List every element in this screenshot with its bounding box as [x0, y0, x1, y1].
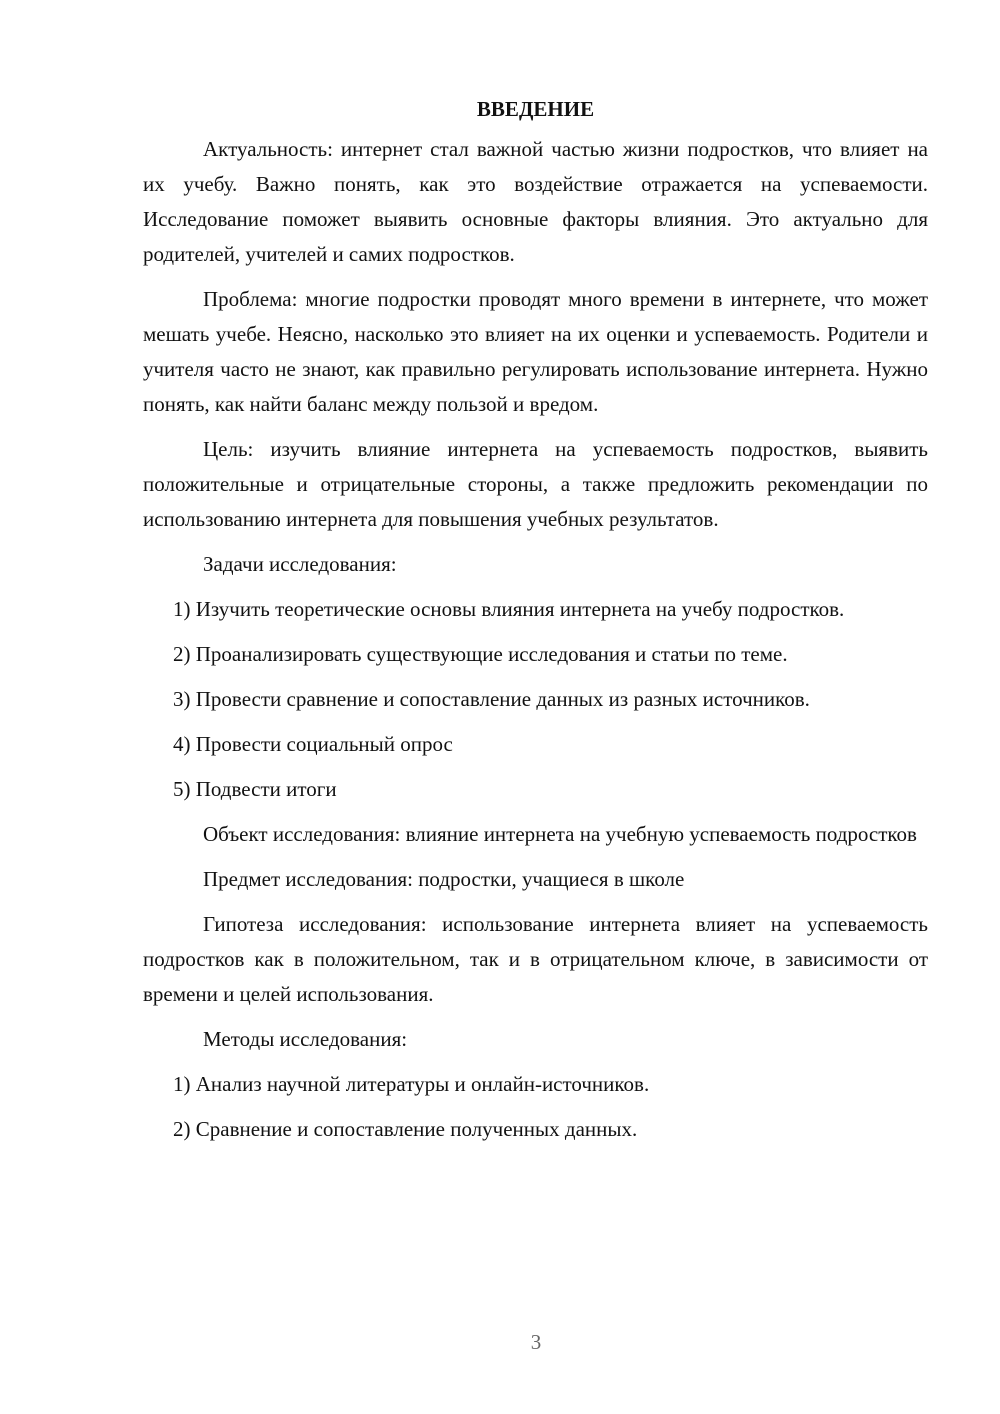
goal-paragraph: Цель: изучить влияние интернета на успеваемость подростков, выявить положительные и отрицательные стороны, а также предложить рекомендации по использованию интернета для повышения учебных результатов.: [143, 437, 928, 531]
task-item: 4) Провести социальный опрос: [173, 732, 453, 756]
task-item: 5) Подвести итоги: [173, 777, 337, 801]
methods-heading: Методы исследования:: [203, 1027, 408, 1051]
hypothesis-paragraph: Гипотеза исследования: использование интернета влияет на успеваемость подростков как в положительном, так и в отрицательном ключе, в зависимости от времени и целей использования.: [143, 912, 928, 1006]
page-number: 3: [530, 1330, 542, 1354]
task-item: 1) Изучить теоретические основы влияния интернета на учебу подростков.: [173, 597, 845, 621]
section-title: ВВЕДЕНИЕ: [476, 97, 595, 121]
page-content: [143, 92, 928, 1157]
subject-paragraph: Предмет исследования: подростки, учащиеся в школе: [203, 867, 685, 891]
problem-paragraph: Проблема: многие подростки проводят много времени в интернете, что может мешать учебе. Неясно, насколько это влияет на их оценки и успеваемость. Родители и учителя часто не знают, как правильно регулировать использование интернета. Нужно понять, как найти баланс между пользой и вредом.: [143, 287, 928, 416]
tasks-heading: Задачи исследования:: [203, 552, 397, 576]
task-item: 2) Проанализировать существующие исследования и статьи по теме.: [173, 642, 788, 666]
method-item: 2) Сравнение и сопоставление полученных данных.: [173, 1117, 638, 1141]
method-item: 1) Анализ научной литературы и онлайн-источников.: [173, 1072, 650, 1096]
task-item: 3) Провести сравнение и сопоставление данных из разных источников.: [173, 687, 810, 711]
relevance-paragraph: Актуальность: интернет стал важной частью жизни подростков, что влияет на их учебу. Важно понять, как это воздействие отражается на успеваемости. Исследование поможет выявить основные факторы влияния. Это актуально для родителей, учителей и самих подростков.: [143, 137, 928, 266]
object-paragraph: Объект исследования: влияние интернета на учебную успеваемость подростков: [203, 822, 917, 846]
